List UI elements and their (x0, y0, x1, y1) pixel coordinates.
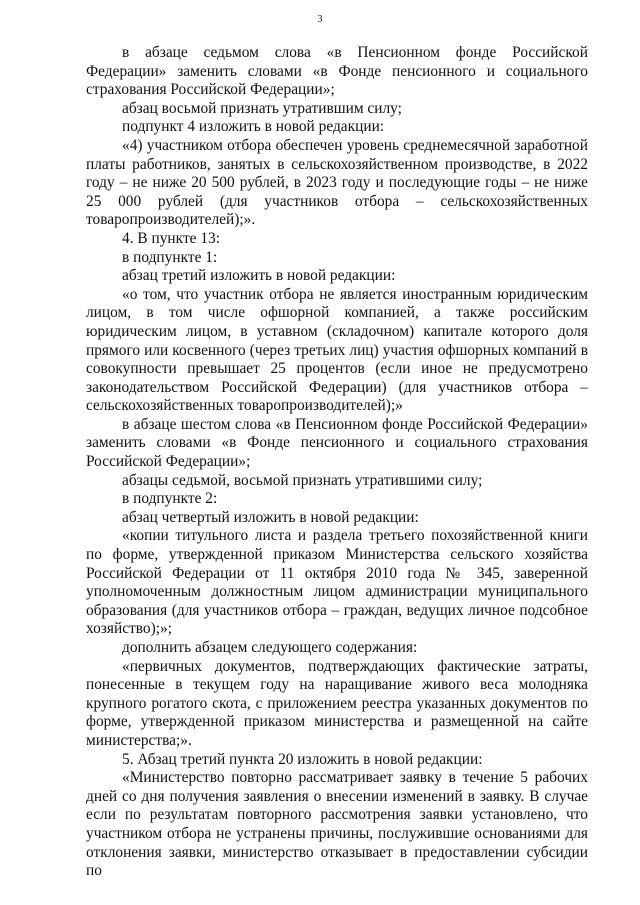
paragraph: 5. Абзац третий пункта 20 изложить в новой редакции: (122, 750, 483, 768)
paragraph: «4) участником отбора обеспечен уровень среднемесячной заработной платы работников, занятых в сельскохозяйственном производстве, в 2022 году – не ниже 20 500 рублей, в 2023 году и последующие годы – не ниже 25 000 рублей (для участников отбора – сельскохозяйственных товаропроизводителей);». (86, 136, 588, 229)
page-number: 3 (317, 14, 323, 25)
paragraph: «копии титульного листа и раздела третьего похозяйственной книги по форме, утвержденной приказом Министерства сельского хозяйства Российской Федерации от 11 октября 2010 года № 345, заверенной уполномоченным должностным лицом администрации муниципального образования (для участников отбора – граждан, ведущих личное подсобное хозяйство);»; (86, 527, 588, 638)
paragraph: в абзаце седьмом слова «в Пенсионном фонде Российской Федерации» заменить словами «в Фонде пенсионного и социального страхования Российской Федерации»; (86, 44, 588, 99)
paragraph: абзац восьмой признать утратившим силу; (122, 99, 402, 117)
paragraph: в абзаце шестом слова «в Пенсионном фонде Российской Федерации» заменить словами «в Фонде пенсионного и социального страхования Российской Федерации»; (86, 415, 588, 471)
paragraph: абзацы седьмой, восьмой признать утратившими силу; (122, 471, 483, 489)
paragraph: в подпункте 1: (122, 248, 218, 266)
document-body (86, 44, 588, 881)
paragraph: «первичных документов, подтверждающих фактические затраты, понесенные в текущем году на наращивание живого веса молодняка крупного рогатого скота, с приложением реестра указанных документов по форме, утвержденной приказом министерства и размещенной на сайте министерства;». (86, 657, 588, 749)
paragraph: абзац третий изложить в новой редакции: (122, 267, 396, 285)
paragraph: «о том, что участник отбора не является иностранным юридическим лицом, в том числе офшорной компанией, а также российским юридическим лицом, в уставном (складочном) капитале которого доля прямого или косвенного (через третьих лиц) участия офшорных компаний в совокупности превышает 25 процентов (если иное не предусмотрено законодательством Российской Федерации) (для участников отбора – сельскохозяйственных товаропроизводителей);» (86, 285, 588, 415)
paragraph: в подпункте 2: (122, 490, 218, 508)
paragraph: «Министерство повторно рассматривает заявку в течение 5 рабочих дней со дня получения заявления о внесении изменений в заявку. В случае если по результатам повторного рассмотрения заявки установлено, что участником отбора не устранены причины, послужившие основаниями для отклонения заявки, министерство отказывает в предоставлении субсидии по (86, 769, 588, 880)
paragraph: дополнить абзацем следующего содержания: (122, 639, 418, 656)
paragraph: абзац четвертый изложить в новой редакции: (122, 508, 419, 526)
paragraph: 4. В пункте 13: (122, 229, 221, 247)
paragraph: подпункт 4 изложить в новой редакции: (122, 118, 385, 136)
